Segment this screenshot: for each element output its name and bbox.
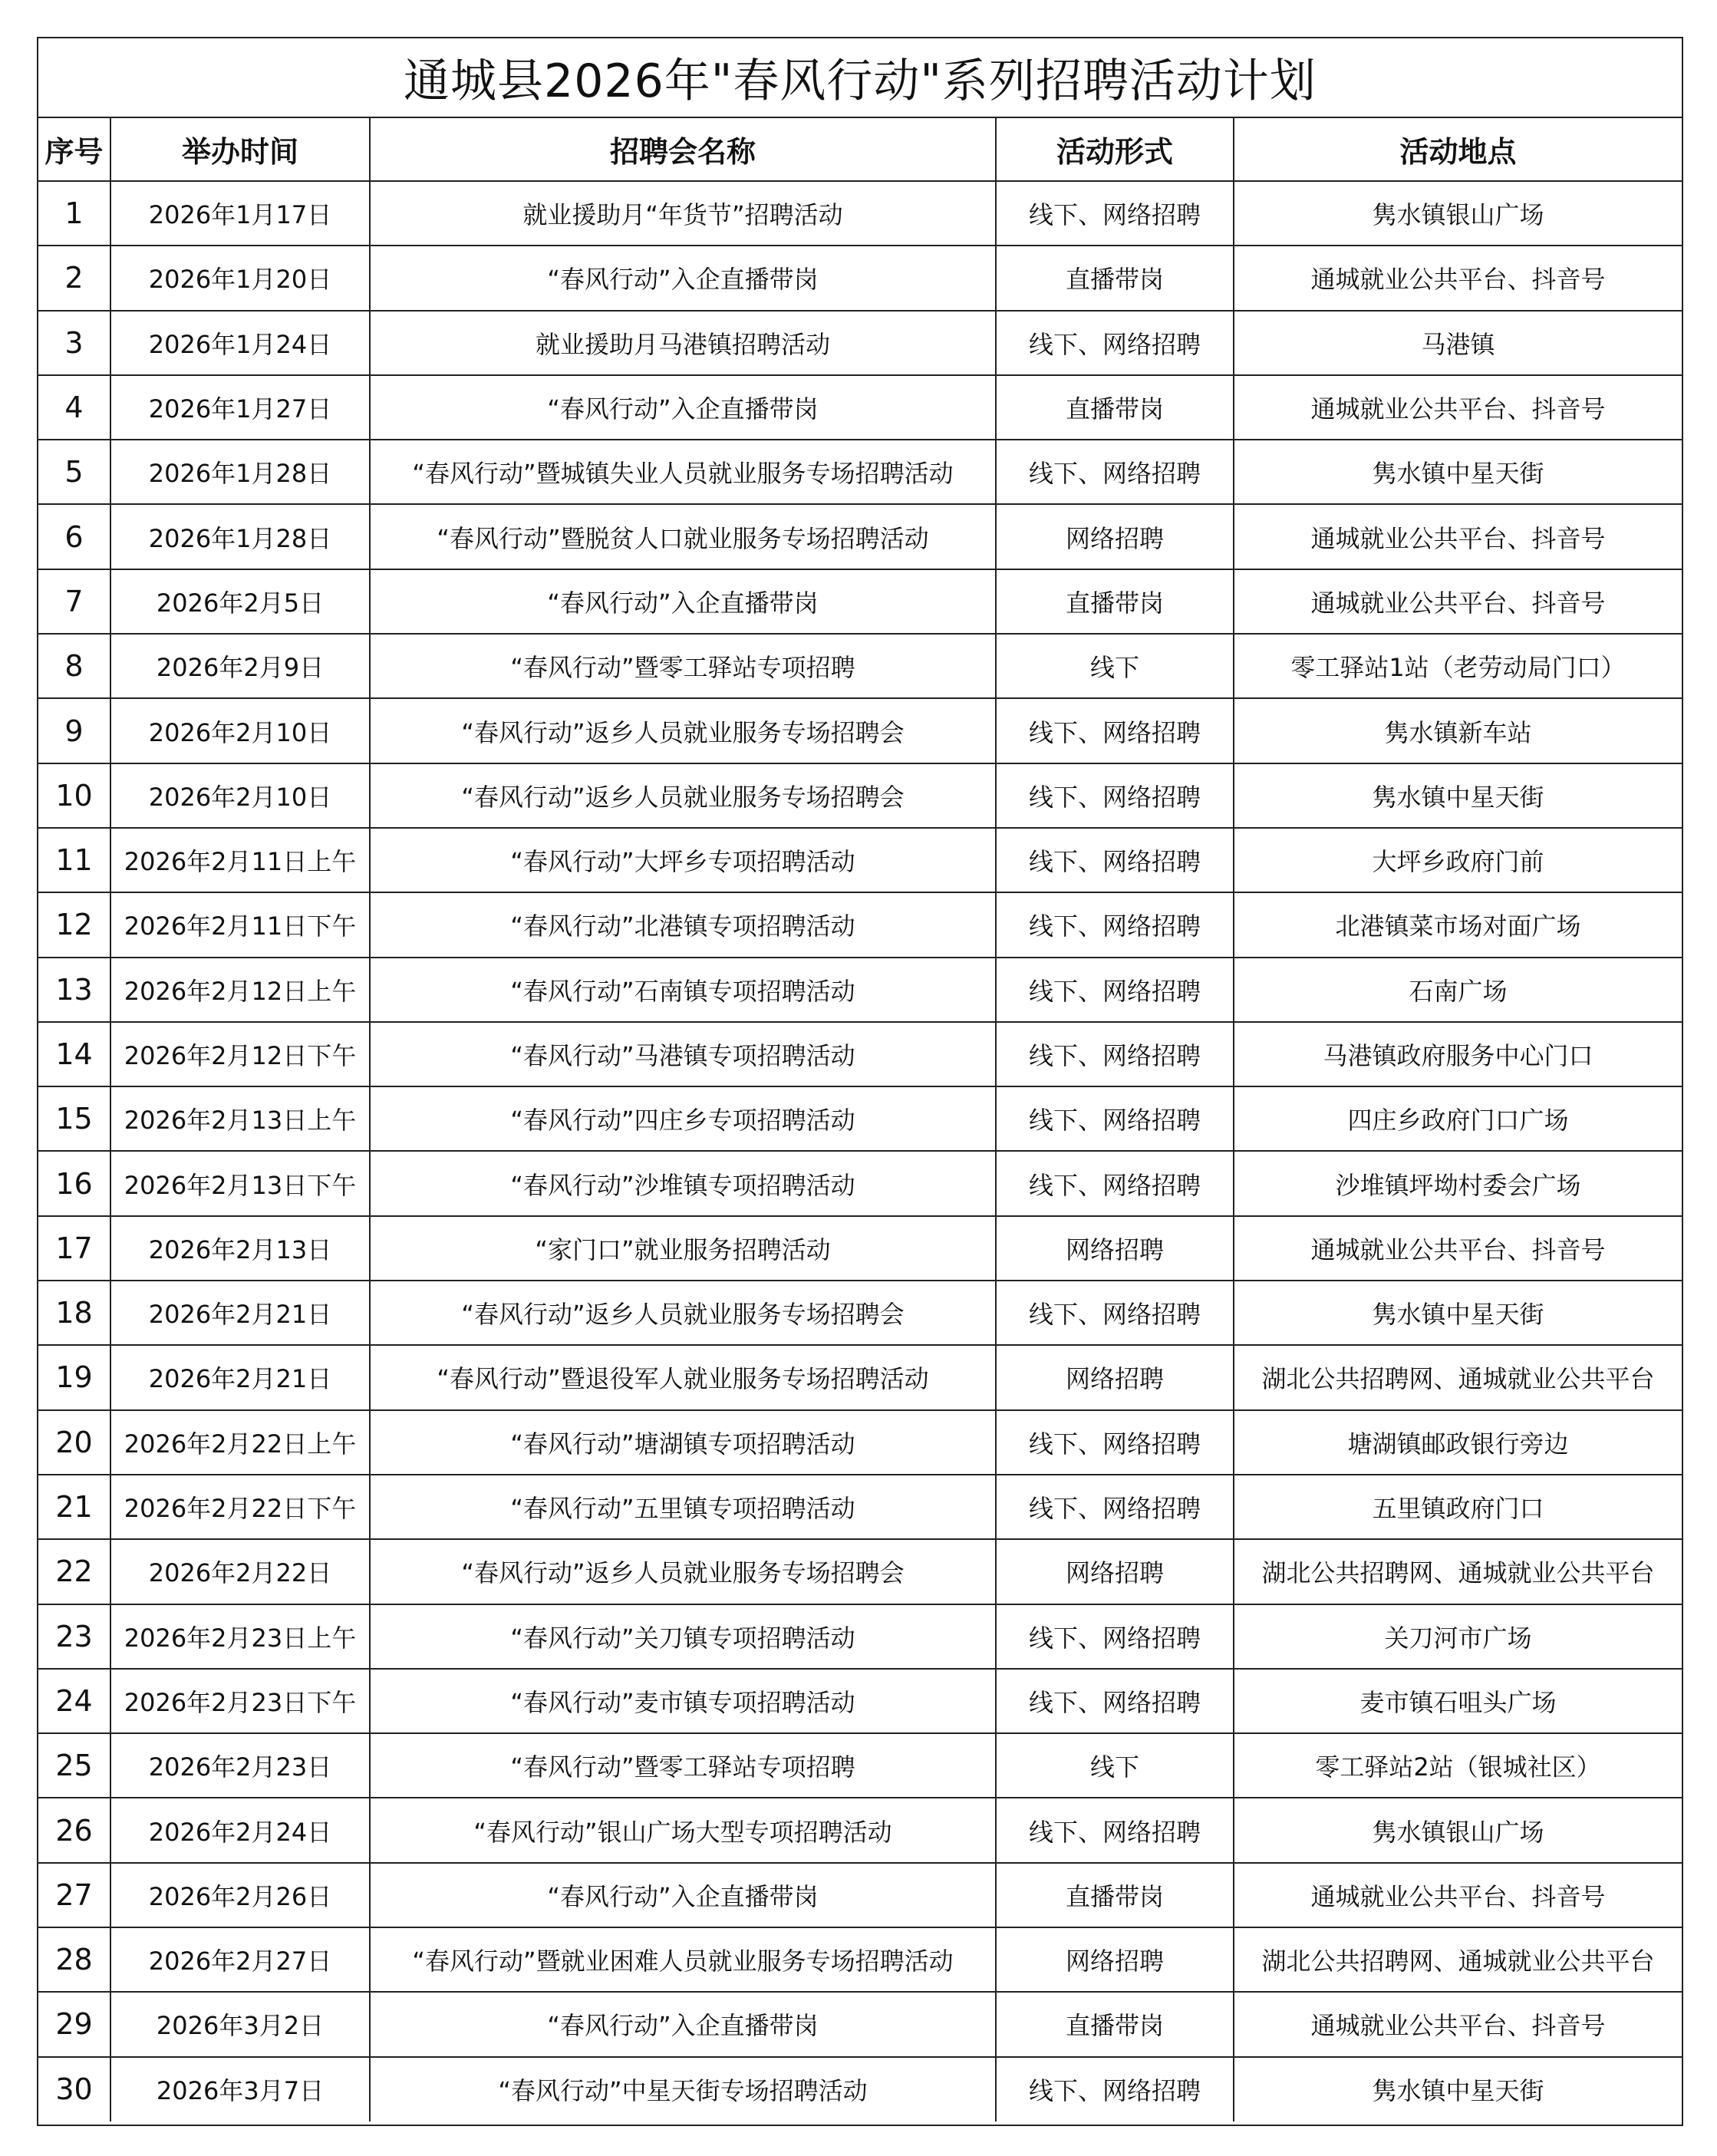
- table-row: [38, 828, 1682, 892]
- cell-format: 线下、网络招聘: [996, 892, 1234, 957]
- cell-format: 网络招聘: [996, 1345, 1234, 1409]
- cell-location: 隽水镇中星天街: [1234, 763, 1682, 828]
- cell-event-name: 就业援助月马港镇招聘活动: [370, 311, 996, 375]
- cell-location: 沙堆镇坪坳村委会广场: [1234, 1151, 1682, 1215]
- cell-event-name: “春风行动”银山广场大型专项招聘活动: [370, 1798, 996, 1862]
- cell-event-name: “春风行动”五里镇专项招聘活动: [370, 1475, 996, 1539]
- header-row: [38, 118, 1682, 181]
- cell-date: 2026年2月23日上午: [110, 1604, 370, 1669]
- cell-event-name: “春风行动”入企直播带岗: [370, 246, 996, 310]
- cell-event-name: “春风行动”石南镇专项招聘活动: [370, 958, 996, 1022]
- cell-location: 隽水镇中星天街: [1234, 440, 1682, 504]
- cell-location: 通城就业公共平台、抖音号: [1234, 375, 1682, 440]
- cell-date: 2026年1月28日: [110, 504, 370, 569]
- cell-index: 15: [38, 1086, 110, 1151]
- cell-index: 14: [38, 1022, 110, 1086]
- cell-location: 湖北公共招聘网、通城就业公共平台: [1234, 1927, 1682, 1992]
- cell-format: 网络招聘: [996, 1539, 1234, 1604]
- cell-index: 29: [38, 1992, 110, 2056]
- cell-index: 2: [38, 246, 110, 310]
- cell-index: 7: [38, 569, 110, 634]
- cell-event-name: “春风行动”入企直播带岗: [370, 1992, 996, 2056]
- cell-location: 石南广场: [1234, 958, 1682, 1022]
- table-row: [38, 375, 1682, 440]
- cell-date: 2026年2月11日下午: [110, 892, 370, 957]
- cell-event-name: “春风行动”麦市镇专项招聘活动: [370, 1669, 996, 1733]
- header-index: 序号: [38, 118, 110, 181]
- cell-date: 2026年2月27日: [110, 1927, 370, 1992]
- cell-location: 五里镇政府门口: [1234, 1475, 1682, 1539]
- cell-date: 2026年3月2日: [110, 1992, 370, 2056]
- cell-index: 10: [38, 763, 110, 828]
- cell-index: 6: [38, 504, 110, 569]
- table-row: [38, 1604, 1682, 1669]
- cell-format: 线下、网络招聘: [996, 763, 1234, 828]
- cell-date: 2026年2月5日: [110, 569, 370, 634]
- cell-location: 通城就业公共平台、抖音号: [1234, 246, 1682, 310]
- cell-format: 直播带岗: [996, 246, 1234, 310]
- cell-format: 线下、网络招聘: [996, 958, 1234, 1022]
- cell-location: 通城就业公共平台、抖音号: [1234, 569, 1682, 634]
- table-row: [38, 569, 1682, 634]
- cell-format: 网络招聘: [996, 1927, 1234, 1992]
- cell-event-name: “春风行动”返乡人员就业服务专场招聘会: [370, 698, 996, 763]
- schedule-sheet: [37, 37, 1683, 2126]
- table-row: [38, 1927, 1682, 1992]
- table-row: [38, 246, 1682, 310]
- header-event-name: 招聘会名称: [370, 118, 996, 181]
- table-row: [38, 698, 1682, 763]
- cell-format: 线下、网络招聘: [996, 1410, 1234, 1475]
- cell-location: 通城就业公共平台、抖音号: [1234, 1216, 1682, 1281]
- header-date: 举办时间: [110, 118, 370, 181]
- cell-index: 9: [38, 698, 110, 763]
- table-row: [38, 1733, 1682, 1798]
- cell-event-name: “春风行动”暨就业困难人员就业服务专场招聘活动: [370, 1927, 996, 1992]
- cell-event-name: “家门口”就业服务招聘活动: [370, 1216, 996, 1281]
- cell-index: 26: [38, 1798, 110, 1862]
- cell-index: 30: [38, 2057, 110, 2121]
- cell-location: 关刀河市广场: [1234, 1604, 1682, 1669]
- cell-index: 24: [38, 1669, 110, 1733]
- cell-location: 通城就业公共平台、抖音号: [1234, 504, 1682, 569]
- table-row: [38, 1281, 1682, 1345]
- table-row: [38, 763, 1682, 828]
- cell-format: 线下: [996, 634, 1234, 698]
- schedule-table: [38, 118, 1682, 2121]
- cell-date: 2026年1月24日: [110, 311, 370, 375]
- table-row: [38, 1345, 1682, 1409]
- table-row: [38, 1863, 1682, 1927]
- cell-date: 2026年1月17日: [110, 181, 370, 246]
- cell-event-name: “春风行动”暨零工驿站专项招聘: [370, 1733, 996, 1798]
- cell-location: 通城就业公共平台、抖音号: [1234, 1863, 1682, 1927]
- cell-location: 塘湖镇邮政银行旁边: [1234, 1410, 1682, 1475]
- cell-event-name: “春风行动”北港镇专项招聘活动: [370, 892, 996, 957]
- cell-date: 2026年2月23日: [110, 1733, 370, 1798]
- cell-format: 线下、网络招聘: [996, 828, 1234, 892]
- cell-date: 2026年2月13日下午: [110, 1151, 370, 1215]
- cell-index: 8: [38, 634, 110, 698]
- table-row: [38, 2057, 1682, 2121]
- cell-index: 1: [38, 181, 110, 246]
- cell-event-name: “春风行动”返乡人员就业服务专场招聘会: [370, 1539, 996, 1604]
- cell-date: 2026年2月13日上午: [110, 1086, 370, 1151]
- cell-event-name: “春风行动”暨零工驿站专项招聘: [370, 634, 996, 698]
- table-row: [38, 892, 1682, 957]
- cell-event-name: “春风行动”沙堆镇专项招聘活动: [370, 1151, 996, 1215]
- cell-format: 线下、网络招聘: [996, 311, 1234, 375]
- cell-event-name: “春风行动”返乡人员就业服务专场招聘会: [370, 1281, 996, 1345]
- cell-event-name: “春风行动”暨退役军人就业服务专场招聘活动: [370, 1345, 996, 1409]
- cell-date: 2026年2月10日: [110, 698, 370, 763]
- cell-location: 零工驿站1站（老劳动局门口）: [1234, 634, 1682, 698]
- cell-index: 11: [38, 828, 110, 892]
- header-format: 活动形式: [996, 118, 1234, 181]
- cell-index: 5: [38, 440, 110, 504]
- cell-format: 线下、网络招聘: [996, 1281, 1234, 1345]
- cell-date: 2026年2月12日上午: [110, 958, 370, 1022]
- cell-location: 四庄乡政府门口广场: [1234, 1086, 1682, 1151]
- cell-format: 线下、网络招聘: [996, 1151, 1234, 1215]
- header-location: 活动地点: [1234, 118, 1682, 181]
- cell-date: 2026年2月11日上午: [110, 828, 370, 892]
- cell-format: 直播带岗: [996, 1992, 1234, 2056]
- cell-format: 线下、网络招聘: [996, 1086, 1234, 1151]
- cell-date: 2026年2月22日: [110, 1539, 370, 1604]
- cell-location: 马港镇: [1234, 311, 1682, 375]
- cell-date: 2026年2月9日: [110, 634, 370, 698]
- cell-event-name: “春风行动”中星天街专场招聘活动: [370, 2057, 996, 2121]
- cell-format: 线下、网络招聘: [996, 1604, 1234, 1669]
- table-row: [38, 1669, 1682, 1733]
- cell-date: 2026年3月7日: [110, 2057, 370, 2121]
- cell-index: 18: [38, 1281, 110, 1345]
- cell-index: 21: [38, 1475, 110, 1539]
- cell-event-name: 就业援助月“年货节”招聘活动: [370, 181, 996, 246]
- cell-date: 2026年2月21日: [110, 1281, 370, 1345]
- cell-index: 16: [38, 1151, 110, 1215]
- cell-date: 2026年2月10日: [110, 763, 370, 828]
- cell-date: 2026年1月28日: [110, 440, 370, 504]
- cell-location: 隽水镇银山广场: [1234, 1798, 1682, 1862]
- cell-index: 22: [38, 1539, 110, 1604]
- cell-date: 2026年1月20日: [110, 246, 370, 310]
- table-row: [38, 504, 1682, 569]
- cell-event-name: “春风行动”暨脱贫人口就业服务专场招聘活动: [370, 504, 996, 569]
- cell-location: 北港镇菜市场对面广场: [1234, 892, 1682, 957]
- table-row: [38, 1216, 1682, 1281]
- cell-index: 19: [38, 1345, 110, 1409]
- table-row: [38, 634, 1682, 698]
- cell-location: 湖北公共招聘网、通城就业公共平台: [1234, 1539, 1682, 1604]
- cell-format: 直播带岗: [996, 569, 1234, 634]
- table-row: [38, 440, 1682, 504]
- table-row: [38, 1539, 1682, 1604]
- table-row: [38, 1151, 1682, 1215]
- cell-format: 线下: [996, 1733, 1234, 1798]
- cell-event-name: “春风行动”入企直播带岗: [370, 569, 996, 634]
- cell-event-name: “春风行动”关刀镇专项招聘活动: [370, 1604, 996, 1669]
- cell-date: 2026年2月23日下午: [110, 1669, 370, 1733]
- table-row: [38, 311, 1682, 375]
- table-row: [38, 1086, 1682, 1151]
- cell-event-name: “春风行动”四庄乡专项招聘活动: [370, 1086, 996, 1151]
- cell-date: 2026年2月13日: [110, 1216, 370, 1281]
- cell-location: 隽水镇新车站: [1234, 698, 1682, 763]
- cell-date: 2026年2月22日上午: [110, 1410, 370, 1475]
- cell-format: 线下、网络招聘: [996, 1022, 1234, 1086]
- table-row: [38, 1798, 1682, 1862]
- cell-location: 大坪乡政府门前: [1234, 828, 1682, 892]
- cell-index: 25: [38, 1733, 110, 1798]
- cell-format: 线下、网络招聘: [996, 698, 1234, 763]
- cell-index: 17: [38, 1216, 110, 1281]
- cell-location: 马港镇政府服务中心门口: [1234, 1022, 1682, 1086]
- cell-location: 隽水镇中星天街: [1234, 2057, 1682, 2121]
- cell-location: 湖北公共招聘网、通城就业公共平台: [1234, 1345, 1682, 1409]
- cell-index: 20: [38, 1410, 110, 1475]
- cell-event-name: “春风行动”大坪乡专项招聘活动: [370, 828, 996, 892]
- page-title: 通城县2026年"春风行动"系列招聘活动计划: [38, 38, 1682, 118]
- cell-event-name: “春风行动”入企直播带岗: [370, 1863, 996, 1927]
- cell-date: 2026年2月12日下午: [110, 1022, 370, 1086]
- cell-date: 2026年2月26日: [110, 1863, 370, 1927]
- cell-index: 27: [38, 1863, 110, 1927]
- table-row: [38, 1410, 1682, 1475]
- cell-index: 3: [38, 311, 110, 375]
- cell-date: 2026年2月24日: [110, 1798, 370, 1862]
- table-row: [38, 1475, 1682, 1539]
- cell-format: 线下、网络招聘: [996, 1669, 1234, 1733]
- table-row: [38, 958, 1682, 1022]
- cell-location: 隽水镇中星天街: [1234, 1281, 1682, 1345]
- table-row: [38, 1022, 1682, 1086]
- cell-date: 2026年2月22日下午: [110, 1475, 370, 1539]
- cell-format: 线下、网络招聘: [996, 1798, 1234, 1862]
- cell-index: 23: [38, 1604, 110, 1669]
- cell-location: 麦市镇石咀头广场: [1234, 1669, 1682, 1733]
- cell-format: 网络招聘: [996, 1216, 1234, 1281]
- cell-format: 线下、网络招聘: [996, 2057, 1234, 2121]
- cell-location: 通城就业公共平台、抖音号: [1234, 1992, 1682, 2056]
- table-row: [38, 1992, 1682, 2056]
- table-body: [38, 181, 1682, 2121]
- cell-index: 13: [38, 958, 110, 1022]
- cell-format: 线下、网络招聘: [996, 440, 1234, 504]
- cell-location: 零工驿站2站（银城社区）: [1234, 1733, 1682, 1798]
- cell-date: 2026年2月21日: [110, 1345, 370, 1409]
- cell-format: 线下、网络招聘: [996, 1475, 1234, 1539]
- cell-event-name: “春风行动”马港镇专项招聘活动: [370, 1022, 996, 1086]
- cell-event-name: “春风行动”暨城镇失业人员就业服务专场招聘活动: [370, 440, 996, 504]
- cell-format: 直播带岗: [996, 375, 1234, 440]
- cell-format: 直播带岗: [996, 1863, 1234, 1927]
- cell-event-name: “春风行动”入企直播带岗: [370, 375, 996, 440]
- cell-event-name: “春风行动”返乡人员就业服务专场招聘会: [370, 763, 996, 828]
- cell-index: 12: [38, 892, 110, 957]
- cell-format: 线下、网络招聘: [996, 181, 1234, 246]
- cell-format: 网络招聘: [996, 504, 1234, 569]
- cell-date: 2026年1月27日: [110, 375, 370, 440]
- cell-location: 隽水镇银山广场: [1234, 181, 1682, 246]
- cell-index: 4: [38, 375, 110, 440]
- table-row: [38, 181, 1682, 246]
- cell-event-name: “春风行动”塘湖镇专项招聘活动: [370, 1410, 996, 1475]
- cell-index: 28: [38, 1927, 110, 1992]
